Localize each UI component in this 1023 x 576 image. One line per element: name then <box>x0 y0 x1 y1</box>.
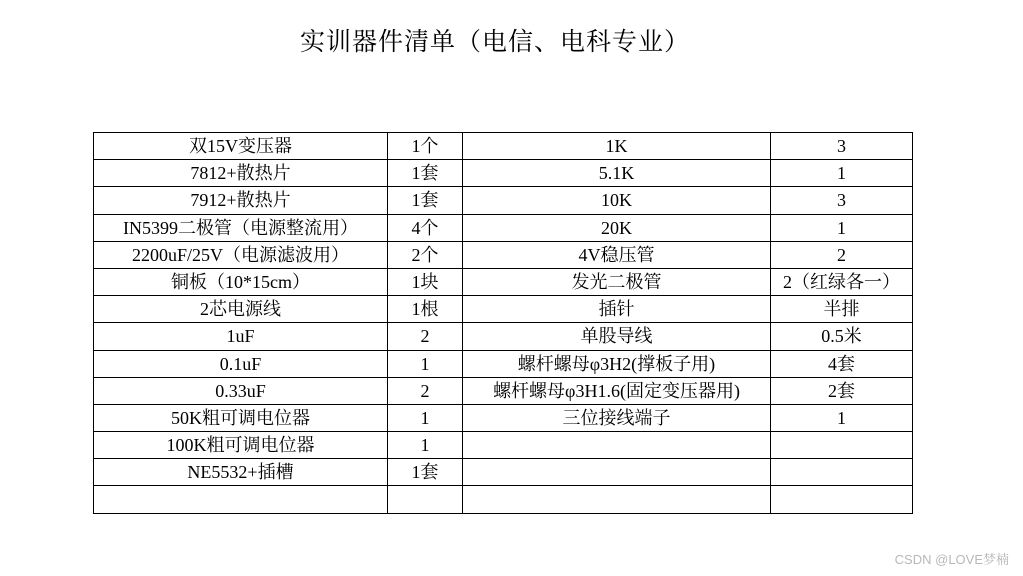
component-name-cell: 2芯电源线 <box>94 296 388 323</box>
part-qty-cell: 1 <box>771 160 913 187</box>
part-name-cell: 三位接线端子 <box>463 404 771 431</box>
part-qty-cell <box>771 432 913 459</box>
table-row <box>94 187 913 214</box>
part-name-cell: 发光二极管 <box>463 268 771 295</box>
part-name-cell: 1K <box>463 133 771 160</box>
component-qty-cell: 1根 <box>388 296 463 323</box>
component-name-cell: 0.33uF <box>94 377 388 404</box>
table-row <box>94 323 913 350</box>
table-row <box>94 432 913 459</box>
component-qty-cell: 1套 <box>388 187 463 214</box>
table-row <box>94 404 913 431</box>
page-title: 实训器件清单（电信、电科专业） <box>299 29 690 56</box>
part-qty-cell: 2（红绿各一） <box>771 268 913 295</box>
component-name-cell: 双15V变压器 <box>94 133 388 160</box>
part-name-cell: 插针 <box>463 296 771 323</box>
part-qty-cell: 0.5米 <box>771 323 913 350</box>
component-name-cell: NE5532+插槽 <box>94 459 388 486</box>
table-row <box>94 133 913 160</box>
component-name-cell: 100K粗可调电位器 <box>94 432 388 459</box>
part-name-cell: 单股导线 <box>463 323 771 350</box>
part-name-cell <box>463 459 771 486</box>
part-name-cell: 5.1K <box>463 160 771 187</box>
part-name-cell: 螺杆螺母φ3H1.6(固定变压器用) <box>463 377 771 404</box>
part-qty-cell <box>771 486 913 513</box>
component-name-cell: 铜板（10*15cm） <box>94 268 388 295</box>
table-row <box>94 214 913 241</box>
table-row <box>94 160 913 187</box>
table-row <box>94 241 913 268</box>
component-name-cell: 50K粗可调电位器 <box>94 404 388 431</box>
part-qty-cell: 4套 <box>771 350 913 377</box>
component-name-cell: IN5399二极管（电源整流用） <box>94 214 388 241</box>
part-name-cell: 4V稳压管 <box>463 241 771 268</box>
table-row <box>94 296 913 323</box>
component-name-cell: 0.1uF <box>94 350 388 377</box>
part-name-cell: 10K <box>463 187 771 214</box>
component-qty-cell: 4个 <box>388 214 463 241</box>
part-qty-cell: 1 <box>771 214 913 241</box>
component-qty-cell: 1 <box>388 432 463 459</box>
component-qty-cell <box>388 486 463 513</box>
component-qty-cell: 1套 <box>388 459 463 486</box>
component-name-cell: 2200uF/25V（电源滤波用） <box>94 241 388 268</box>
part-name-cell <box>463 486 771 513</box>
component-name-cell: 7812+散热片 <box>94 160 388 187</box>
component-qty-cell: 2 <box>388 323 463 350</box>
component-qty-cell: 1块 <box>388 268 463 295</box>
part-qty-cell <box>771 459 913 486</box>
part-qty-cell: 2 <box>771 241 913 268</box>
component-name-cell: 7912+散热片 <box>94 187 388 214</box>
component-name-cell: 1uF <box>94 323 388 350</box>
part-name-cell: 螺杆螺母φ3H2(撑板子用) <box>463 350 771 377</box>
part-qty-cell: 2套 <box>771 377 913 404</box>
component-qty-cell: 1 <box>388 404 463 431</box>
part-qty-cell: 1 <box>771 404 913 431</box>
part-qty-cell: 3 <box>771 133 913 160</box>
part-qty-cell: 3 <box>771 187 913 214</box>
component-qty-cell: 1 <box>388 350 463 377</box>
watermark: CSDN @LOVE梦楠 <box>894 552 1009 567</box>
component-qty-cell: 2 <box>388 377 463 404</box>
part-name-cell <box>463 432 771 459</box>
components-table-body <box>94 133 913 514</box>
components-table <box>93 132 913 514</box>
component-qty-cell: 2个 <box>388 241 463 268</box>
table-row <box>94 268 913 295</box>
part-name-cell: 20K <box>463 214 771 241</box>
table-row <box>94 486 913 513</box>
table-row <box>94 459 913 486</box>
component-name-cell <box>94 486 388 513</box>
component-qty-cell: 1套 <box>388 160 463 187</box>
table-row <box>94 350 913 377</box>
part-qty-cell: 半排 <box>771 296 913 323</box>
table-row <box>94 377 913 404</box>
component-qty-cell: 1个 <box>388 133 463 160</box>
